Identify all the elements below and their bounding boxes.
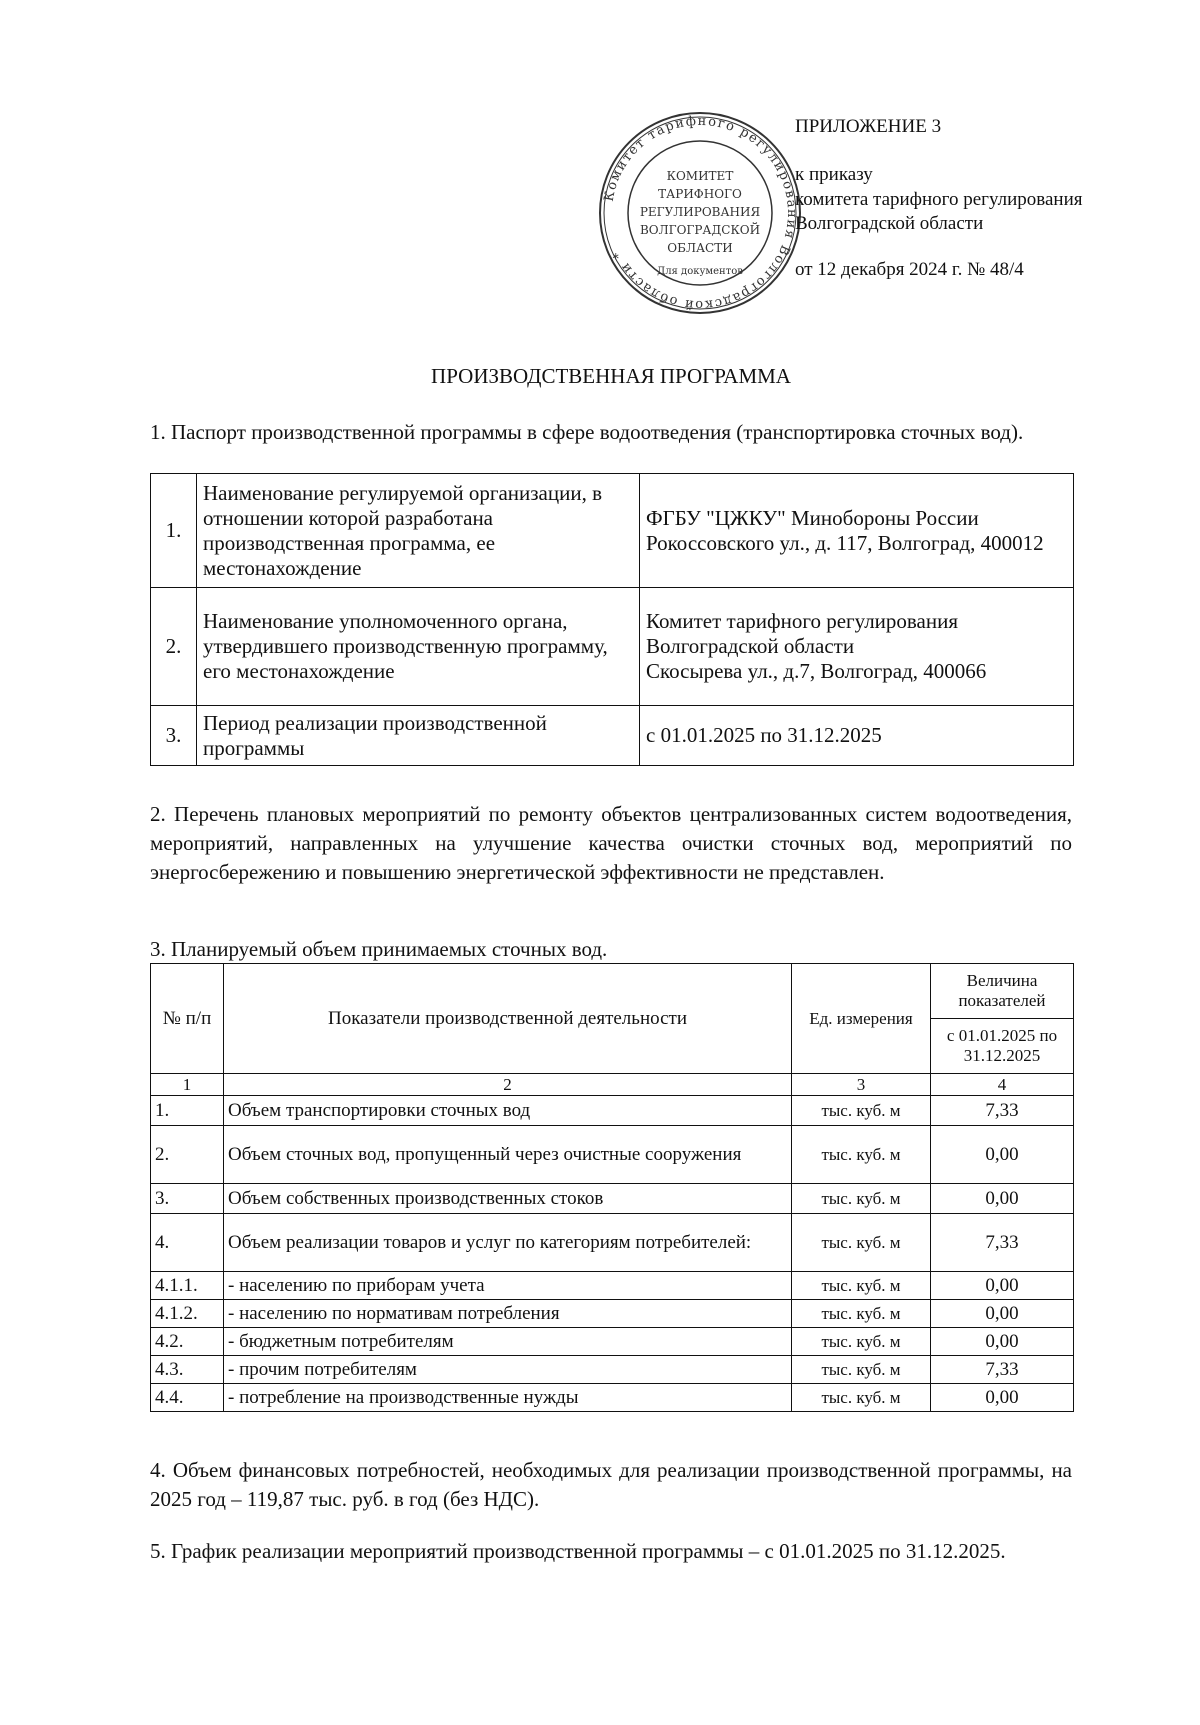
row-value: 0,00 bbox=[931, 1272, 1074, 1300]
row-name: - потребление на производственные нужды bbox=[224, 1384, 792, 1412]
row-number: 4.4. bbox=[151, 1384, 224, 1412]
row-number: 2. bbox=[151, 1126, 224, 1184]
row-label: Наименование уполномоченного органа, утвердившего производственную программу, его местонахождение bbox=[197, 588, 640, 706]
row-value: 7,33 bbox=[931, 1214, 1074, 1272]
region-label: Волгоградской области bbox=[795, 213, 984, 234]
table-row bbox=[151, 1328, 1074, 1356]
row-number: 4.1.1. bbox=[151, 1272, 224, 1300]
column-index-row bbox=[151, 1074, 1074, 1096]
col-num-header: № п/п bbox=[151, 964, 224, 1074]
row-number: 4.3. bbox=[151, 1356, 224, 1384]
row-value: 7,33 bbox=[931, 1356, 1074, 1384]
table-header-row bbox=[151, 964, 1074, 1019]
row-name: - населению по приборам учета bbox=[224, 1272, 792, 1300]
table-row bbox=[151, 1184, 1074, 1214]
order-date-number: от 12 декабря 2024 г. № 48/4 bbox=[795, 259, 1024, 280]
col-unit-header: Ед. измерения bbox=[792, 964, 931, 1074]
col-period-header: с 01.01.2025 по 31.12.2025 bbox=[931, 1019, 1074, 1074]
row-value: 0,00 bbox=[931, 1328, 1074, 1356]
row-number: 3. bbox=[151, 1184, 224, 1214]
row-name: - бюджетным потребителям bbox=[224, 1328, 792, 1356]
row-value bbox=[640, 474, 1074, 588]
value-line: Скосырева ул., д.7, Волгоград, 400066 bbox=[646, 659, 987, 683]
table-row bbox=[151, 706, 1074, 766]
column-index: 1 bbox=[151, 1074, 224, 1096]
column-index: 3 bbox=[792, 1074, 931, 1096]
passport-table bbox=[150, 473, 1074, 766]
row-unit: тыс. куб. м bbox=[792, 1272, 931, 1300]
section5-text: 5. График реализации мероприятий производственной программы – с 01.01.2025 по 31.12.2025. bbox=[150, 1539, 1006, 1563]
value-line: Рокоссовского ул., д. 117, Волгоград, 400012 bbox=[646, 530, 1044, 555]
value-line: Волгоградской области bbox=[646, 634, 855, 658]
row-name: Объем собственных производственных стоков bbox=[224, 1184, 792, 1214]
table-row bbox=[151, 1096, 1074, 1126]
table-row bbox=[151, 1272, 1074, 1300]
row-value: 0,00 bbox=[931, 1126, 1074, 1184]
svg-text:КОМИТЕТ: КОМИТЕТ bbox=[666, 169, 734, 183]
row-name: Объем транспортировки сточных вод bbox=[224, 1096, 792, 1126]
svg-text:Комитет тарифного регулировани: Комитет тарифного регулирования Волгоградской области * bbox=[601, 113, 800, 313]
section1-heading: 1. Паспорт производственной программы в сфере водоотведения (транспортировка сточных вод). bbox=[150, 420, 1024, 444]
value-line: с 01.01.2025 по 31.12.2025 bbox=[646, 723, 882, 747]
row-unit: тыс. куб. м bbox=[792, 1184, 931, 1214]
table-row bbox=[151, 1126, 1074, 1184]
row-number: 2. bbox=[151, 588, 197, 706]
order-label: к приказу bbox=[795, 164, 873, 185]
row-unit: тыс. куб. м bbox=[792, 1384, 931, 1412]
svg-text:Для документов: Для документов bbox=[657, 266, 743, 277]
row-value: 7,33 bbox=[931, 1096, 1074, 1126]
section2-text: 2. Перечень плановых мероприятий по ремонту объектов централизованных систем водоотведения, мероприятий, направленных на улучшение качества очистки сточных вод, мероприятий по энергосбережению и повышению энергетической эффективности не представлен. bbox=[150, 802, 1072, 884]
row-value bbox=[640, 588, 1074, 706]
svg-text:РЕГУЛИРОВАНИЯ: РЕГУЛИРОВАНИЯ bbox=[639, 205, 761, 219]
row-label: Период реализации производственной программы bbox=[197, 706, 640, 766]
col-value-header: Величина показателей bbox=[931, 964, 1074, 1019]
table-row bbox=[151, 1356, 1074, 1384]
page-title: ПРОИЗВОДСТВЕННАЯ ПРОГРАММА bbox=[431, 364, 791, 388]
row-value: 0,00 bbox=[931, 1384, 1074, 1412]
row-name: Объем реализации товаров и услуг по категориям потребителей: bbox=[224, 1214, 792, 1272]
official-seal bbox=[595, 108, 805, 318]
row-name: - прочим потребителям bbox=[224, 1356, 792, 1384]
row-unit: тыс. куб. м bbox=[792, 1214, 931, 1272]
svg-text:ОБЛАСТИ: ОБЛАСТИ bbox=[667, 241, 733, 255]
row-unit: тыс. куб. м bbox=[792, 1328, 931, 1356]
row-number: 1. bbox=[151, 474, 197, 588]
svg-text:ТАРИФНОГО: ТАРИФНОГО bbox=[658, 187, 742, 201]
value-line: Комитет тарифного регулирования bbox=[646, 609, 959, 633]
row-unit: тыс. куб. м bbox=[792, 1096, 931, 1126]
section3-heading: 3. Планируемый объем принимаемых сточных вод. bbox=[150, 937, 608, 961]
volume-table bbox=[150, 963, 1074, 1412]
row-number: 4.1.2. bbox=[151, 1300, 224, 1328]
section4-text: 4. Объем финансовых потребностей, необходимых для реализации производственной программы, на 2025 год – 119,87 тыс. руб. в год (без НДС). bbox=[150, 1458, 1072, 1511]
row-name: - населению по нормативам потребления bbox=[224, 1300, 792, 1328]
table-row bbox=[151, 1300, 1074, 1328]
row-number: 4. bbox=[151, 1214, 224, 1272]
row-name: Объем сточных вод, пропущенный через очистные сооружения bbox=[224, 1126, 792, 1184]
row-number: 4.2. bbox=[151, 1328, 224, 1356]
row-unit: тыс. куб. м bbox=[792, 1126, 931, 1184]
committee-label: комитета тарифного регулирования bbox=[795, 189, 1083, 210]
row-value: 0,00 bbox=[931, 1300, 1074, 1328]
svg-text:ВОЛГОГРАДСКОЙ: ВОЛГОГРАДСКОЙ bbox=[639, 223, 761, 237]
table-row bbox=[151, 588, 1074, 706]
row-label: Наименование регулируемой организации, в отношении которой разработана производственная программа, ее местонахождение bbox=[197, 474, 640, 588]
table-row bbox=[151, 1384, 1074, 1412]
row-number: 3. bbox=[151, 706, 197, 766]
table-row bbox=[151, 1214, 1074, 1272]
appendix-label: ПРИЛОЖЕНИЕ 3 bbox=[795, 116, 942, 137]
row-unit: тыс. куб. м bbox=[792, 1300, 931, 1328]
value-line: ФГБУ "ЦЖКУ" Минобороны России bbox=[646, 505, 979, 530]
column-index: 2 bbox=[224, 1074, 792, 1096]
row-value: 0,00 bbox=[931, 1184, 1074, 1214]
column-index: 4 bbox=[931, 1074, 1074, 1096]
table-row bbox=[151, 474, 1074, 588]
col-indicator-header: Показатели производственной деятельности bbox=[224, 964, 792, 1074]
row-unit: тыс. куб. м bbox=[792, 1356, 931, 1384]
row-number: 1. bbox=[151, 1096, 224, 1126]
row-value bbox=[640, 706, 1074, 766]
